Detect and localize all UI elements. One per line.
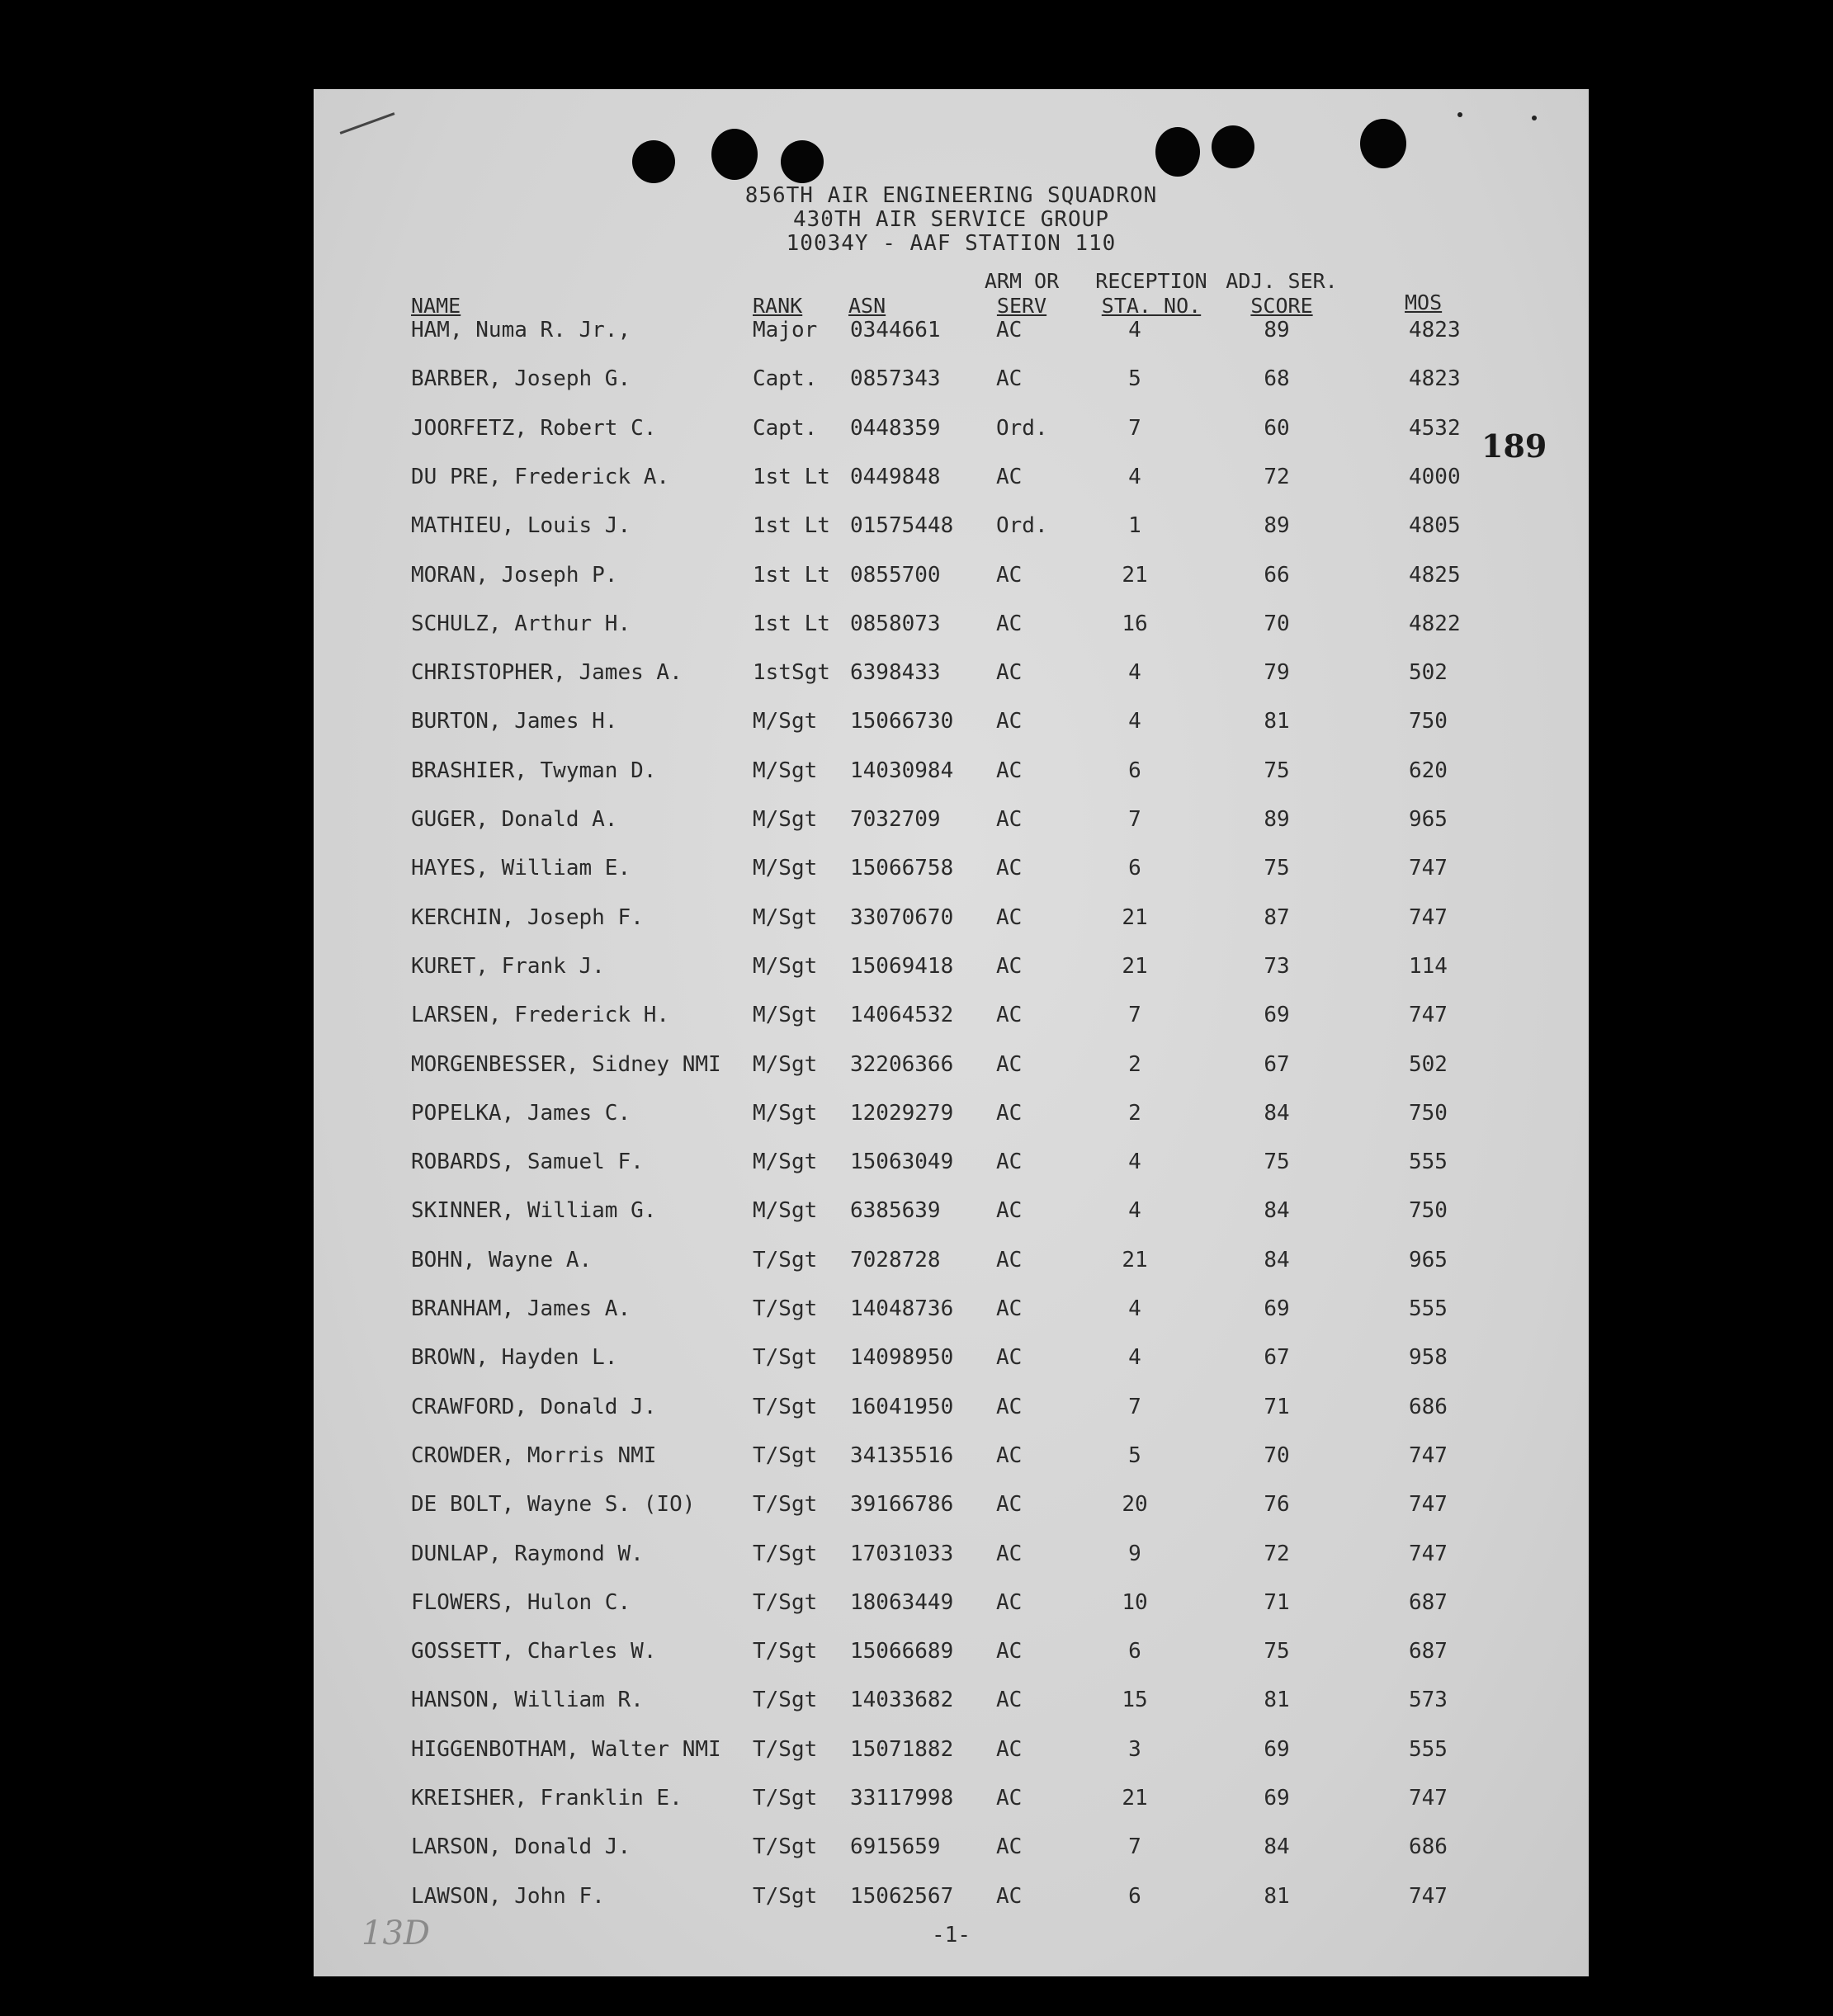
name-cell: DU PRE, Frederick A. — [411, 464, 670, 489]
name-cell: SKINNER, William G. — [411, 1198, 657, 1224]
asn-cell: 0855700 — [850, 562, 941, 588]
station-cell: 20 — [1122, 1492, 1148, 1518]
table-row — [314, 1639, 1589, 1672]
rank-cell: T/Sgt — [753, 1736, 818, 1762]
name-cell: CHRISTOPHER, James A. — [411, 660, 683, 686]
asn-cell: 14098950 — [850, 1345, 954, 1371]
score-cell: 72 — [1264, 1541, 1290, 1566]
station-cell: 7 — [1128, 1834, 1141, 1860]
arm-cell: AC — [996, 1051, 1023, 1077]
score-cell: 79 — [1264, 660, 1290, 686]
asn-cell: 0448359 — [850, 415, 941, 441]
arm-cell: AC — [996, 1247, 1023, 1272]
score-cell: 67 — [1264, 1345, 1290, 1371]
name-cell: DUNLAP, Raymond W. — [411, 1541, 644, 1566]
station-cell: 4 — [1128, 1150, 1141, 1175]
score-cell: 81 — [1264, 709, 1290, 734]
name-cell: POPELKA, James C. — [411, 1100, 631, 1126]
table-row — [314, 563, 1589, 596]
arm-cell: AC — [996, 856, 1023, 881]
arm-cell: AC — [996, 1834, 1023, 1860]
score-cell: 84 — [1264, 1198, 1290, 1224]
name-cell: DE BOLT, Wayne S. (IO) — [411, 1492, 696, 1518]
arm-cell: AC — [996, 1394, 1023, 1419]
name-cell: BOHN, Wayne A. — [411, 1247, 593, 1272]
rank-cell: 1stSgt — [753, 660, 830, 686]
arm-cell: AC — [996, 709, 1023, 734]
score-cell: 75 — [1264, 1639, 1290, 1664]
col-head-mos — [1405, 290, 1442, 315]
name-cell: BURTON, James H. — [411, 709, 618, 734]
station-cell: 21 — [1122, 562, 1148, 588]
station-cell: 4 — [1128, 318, 1141, 342]
station-cell: 4 — [1128, 1198, 1141, 1224]
table-row — [314, 1492, 1589, 1525]
arm-cell: Ord. — [996, 415, 1048, 441]
station-cell: 4 — [1128, 464, 1141, 489]
arm-cell: AC — [996, 1883, 1023, 1909]
arm-cell: AC — [996, 562, 1023, 588]
rank-cell: T/Sgt — [753, 1883, 818, 1909]
asn-cell: 0344661 — [850, 318, 941, 342]
arm-cell: AC — [996, 611, 1023, 636]
punch-hole — [1212, 125, 1254, 168]
asn-cell: 14048736 — [850, 1296, 954, 1321]
asn-cell: 15071882 — [850, 1736, 954, 1762]
mos-cell: 4823 — [1409, 318, 1461, 342]
name-cell: LARSEN, Frederick H. — [411, 1003, 670, 1028]
arm-cell: AC — [996, 318, 1023, 342]
pencil-note: 13D — [361, 1914, 430, 1952]
score-cell: 84 — [1264, 1247, 1290, 1272]
mos-cell: 686 — [1409, 1834, 1448, 1860]
score-cell: 69 — [1264, 1296, 1290, 1321]
table-row — [314, 1150, 1589, 1183]
name-cell: CRAWFORD, Donald J. — [411, 1394, 657, 1419]
rank-cell: T/Sgt — [753, 1442, 818, 1468]
rank-cell: Major — [753, 318, 818, 342]
station-cell: 4 — [1128, 1345, 1141, 1371]
asn-cell: 12029279 — [850, 1100, 954, 1126]
name-cell: BRASHIER, Twyman D. — [411, 758, 657, 783]
name-cell: HIGGENBOTHAM, Walter NMI — [411, 1736, 721, 1762]
score-cell: 89 — [1264, 513, 1290, 539]
rank-cell: T/Sgt — [753, 1492, 818, 1518]
arm-cell: AC — [996, 1150, 1023, 1175]
stamp-number: 189 — [1481, 427, 1547, 465]
mos-cell: 4822 — [1409, 611, 1461, 636]
station-cell: 5 — [1128, 1442, 1141, 1468]
table-row — [314, 758, 1589, 791]
name-cell: MATHIEU, Louis J. — [411, 513, 631, 539]
station-cell: 7 — [1128, 1003, 1141, 1028]
mos-cell: 4825 — [1409, 562, 1461, 588]
station-cell: 15 — [1122, 1688, 1148, 1713]
table-row — [314, 318, 1589, 351]
score-cell: 81 — [1264, 1883, 1290, 1909]
station-cell: 21 — [1122, 953, 1148, 979]
asn-cell: 0449848 — [850, 464, 941, 489]
arm-cell: AC — [996, 1442, 1023, 1468]
col-head-name — [411, 294, 461, 319]
mos-cell: 573 — [1409, 1688, 1448, 1713]
mos-cell: 687 — [1409, 1589, 1448, 1615]
score-cell: 81 — [1264, 1688, 1290, 1713]
station-cell: 9 — [1128, 1541, 1141, 1566]
station-cell: 3 — [1128, 1736, 1141, 1762]
arm-cell: AC — [996, 1688, 1023, 1713]
station-cell: 7 — [1128, 1394, 1141, 1419]
rank-cell: T/Sgt — [753, 1639, 818, 1664]
table-row — [314, 1395, 1589, 1428]
table-row — [314, 1296, 1589, 1329]
mos-cell: 747 — [1409, 1786, 1448, 1811]
speck-mark — [1457, 112, 1462, 117]
station-cell: 10 — [1122, 1589, 1148, 1615]
rank-cell: T/Sgt — [753, 1247, 818, 1272]
mos-cell: 747 — [1409, 1442, 1448, 1468]
station-cell: 6 — [1128, 1883, 1141, 1909]
rank-cell: M/Sgt — [753, 1198, 818, 1224]
name-cell: HAM, Numa R. Jr., — [411, 318, 631, 342]
rank-cell: T/Sgt — [753, 1345, 818, 1371]
arm-cell: AC — [996, 464, 1023, 489]
arm-cell: AC — [996, 953, 1023, 979]
name-cell: MORAN, Joseph P. — [411, 562, 618, 588]
rank-cell: M/Sgt — [753, 953, 818, 979]
mos-cell: 750 — [1409, 1100, 1448, 1126]
speck-mark — [1532, 116, 1537, 120]
station-cell: 6 — [1128, 1639, 1141, 1664]
asn-cell: 6398433 — [850, 660, 941, 686]
table-row — [314, 465, 1589, 498]
score-cell: 69 — [1264, 1736, 1290, 1762]
punch-hole — [1360, 119, 1406, 168]
mos-cell: 750 — [1409, 1198, 1448, 1224]
page-number: -1- — [932, 1923, 971, 1948]
mos-cell: 747 — [1409, 1003, 1448, 1028]
mos-cell: 965 — [1409, 1247, 1448, 1272]
name-cell: CROWDER, Morris NMI — [411, 1442, 657, 1468]
station-cell: 5 — [1128, 366, 1141, 392]
table-row — [314, 905, 1589, 938]
mos-cell: 4000 — [1409, 464, 1461, 489]
name-cell: KURET, Frank J. — [411, 953, 605, 979]
col-head-score-top: ADJ. SER. — [1226, 269, 1338, 293]
name-cell: LAWSON, John F. — [411, 1883, 605, 1909]
table-row — [314, 611, 1589, 644]
name-cell: HAYES, William E. — [411, 856, 631, 881]
mos-cell: 114 — [1409, 953, 1448, 979]
arm-cell: AC — [996, 366, 1023, 392]
table-row — [314, 660, 1589, 693]
table-row — [314, 1542, 1589, 1575]
group-title: 430TH AIR SERVICE GROUP — [792, 207, 1110, 232]
rank-cell: M/Sgt — [753, 709, 818, 734]
station-cell: 4 — [1128, 1296, 1141, 1321]
name-cell: KREISHER, Franklin E. — [411, 1786, 683, 1811]
station-cell: 1 — [1128, 513, 1141, 539]
table-row — [314, 1101, 1589, 1134]
score-cell: 75 — [1264, 856, 1290, 881]
arm-cell: AC — [996, 904, 1023, 930]
name-cell: GUGER, Donald A. — [411, 807, 618, 832]
asn-cell: 0857343 — [850, 366, 941, 392]
name-cell: FLOWERS, Hulon C. — [411, 1589, 631, 1615]
rank-cell: 1st Lt — [753, 464, 830, 489]
rank-cell: M/Sgt — [753, 807, 818, 832]
table-row — [314, 1248, 1589, 1281]
rank-cell: T/Sgt — [753, 1296, 818, 1321]
rank-cell: M/Sgt — [753, 1100, 818, 1126]
rank-cell: T/Sgt — [753, 1394, 818, 1419]
score-cell: 75 — [1264, 758, 1290, 783]
table-row — [314, 1688, 1589, 1721]
asn-cell: 7028728 — [850, 1247, 941, 1272]
rank-cell: M/Sgt — [753, 904, 818, 930]
asn-cell: 33070670 — [850, 904, 954, 930]
arm-cell: AC — [996, 1589, 1023, 1615]
score-cell: 68 — [1264, 366, 1290, 392]
rank-cell: T/Sgt — [753, 1834, 818, 1860]
name-cell: SCHULZ, Arthur H. — [411, 611, 631, 636]
table-row — [314, 1198, 1589, 1231]
score-cell: 66 — [1264, 562, 1290, 588]
rank-cell: T/Sgt — [753, 1786, 818, 1811]
score-cell: 60 — [1264, 415, 1290, 441]
mos-cell: 958 — [1409, 1345, 1448, 1371]
col-head-score — [1220, 269, 1344, 319]
score-cell: 75 — [1264, 1150, 1290, 1175]
station-cell: 16 — [1122, 611, 1148, 636]
table-row — [314, 1443, 1589, 1476]
table-row — [314, 1834, 1589, 1867]
table-row — [314, 807, 1589, 840]
station-cell: 2 — [1128, 1100, 1141, 1126]
rank-cell: M/Sgt — [753, 758, 818, 783]
col-head-mos-label: MOS — [1405, 290, 1443, 314]
station-title: 10034Y - AAF STATION 110 — [786, 231, 1117, 256]
punch-hole — [632, 140, 675, 183]
rank-cell: M/Sgt — [753, 1051, 818, 1077]
station-cell: 21 — [1122, 904, 1148, 930]
name-cell: MORGENBESSER, Sidney NMI — [411, 1051, 721, 1077]
score-cell: 71 — [1264, 1394, 1290, 1419]
asn-cell: 6915659 — [850, 1834, 941, 1860]
score-cell: 84 — [1264, 1834, 1290, 1860]
score-cell: 67 — [1264, 1051, 1290, 1077]
station-cell: 21 — [1122, 1786, 1148, 1811]
unit-title: 856TH AIR ENGINEERING SQUADRON — [744, 183, 1158, 208]
arm-cell: AC — [996, 1345, 1023, 1371]
arm-cell: Ord. — [996, 513, 1048, 539]
punch-hole — [1155, 127, 1200, 177]
score-cell: 70 — [1264, 1442, 1290, 1468]
arm-cell: AC — [996, 1639, 1023, 1664]
document-page — [314, 89, 1589, 1976]
score-cell: 72 — [1264, 464, 1290, 489]
name-cell: BRANHAM, James A. — [411, 1296, 631, 1321]
score-cell: 69 — [1264, 1786, 1290, 1811]
col-head-station-top: RECEPTION — [1095, 269, 1207, 293]
table-row — [314, 416, 1589, 449]
arm-cell: AC — [996, 1786, 1023, 1811]
table-row — [314, 1003, 1589, 1036]
score-cell: 73 — [1264, 953, 1290, 979]
mos-cell: 965 — [1409, 807, 1448, 832]
arm-cell: AC — [996, 758, 1023, 783]
col-head-arm-bottom: SERV — [996, 294, 1047, 318]
rank-cell: T/Sgt — [753, 1688, 818, 1713]
rank-cell: M/Sgt — [753, 1150, 818, 1175]
arm-cell: AC — [996, 1541, 1023, 1566]
table-row — [314, 1737, 1589, 1770]
mos-cell: 4532 — [1409, 415, 1461, 441]
mos-cell: 750 — [1409, 709, 1448, 734]
asn-cell: 14064532 — [850, 1003, 954, 1028]
mos-cell: 747 — [1409, 1883, 1448, 1909]
col-head-rank-label: RANK — [753, 294, 803, 318]
asn-cell: 15063049 — [850, 1150, 954, 1175]
mos-cell: 620 — [1409, 758, 1448, 783]
col-head-arm — [980, 269, 1063, 319]
asn-cell: 15066758 — [850, 856, 954, 881]
asn-cell: 01575448 — [850, 513, 954, 539]
score-cell: 69 — [1264, 1003, 1290, 1028]
name-cell: GOSSETT, Charles W. — [411, 1639, 657, 1664]
col-head-asn-label: ASN — [848, 294, 886, 318]
scratch-mark — [340, 112, 395, 135]
asn-cell: 33117998 — [850, 1786, 954, 1811]
col-head-asn — [848, 294, 886, 319]
col-head-rank — [753, 294, 802, 319]
asn-cell: 14033682 — [850, 1688, 954, 1713]
mos-cell: 555 — [1409, 1296, 1448, 1321]
asn-cell: 16041950 — [850, 1394, 954, 1419]
arm-cell: AC — [996, 807, 1023, 832]
rank-cell: 1st Lt — [753, 513, 830, 539]
score-cell: 87 — [1264, 904, 1290, 930]
col-head-name-label: NAME — [411, 294, 461, 318]
table-row — [314, 1345, 1589, 1378]
punch-hole — [711, 129, 758, 180]
col-head-score-bottom: SCORE — [1250, 294, 1313, 318]
mos-cell: 502 — [1409, 660, 1448, 686]
mos-cell: 686 — [1409, 1394, 1448, 1419]
station-cell: 2 — [1128, 1051, 1141, 1077]
asn-cell: 15066689 — [850, 1639, 954, 1664]
col-head-station-bottom: STA. NO. — [1101, 294, 1202, 318]
mos-cell: 502 — [1409, 1051, 1448, 1077]
asn-cell: 34135516 — [850, 1442, 954, 1468]
mos-cell: 747 — [1409, 904, 1448, 930]
arm-cell: AC — [996, 1003, 1023, 1028]
asn-cell: 15066730 — [850, 709, 954, 734]
arm-cell: AC — [996, 1100, 1023, 1126]
table-row — [314, 1884, 1589, 1917]
name-cell: JOORFETZ, Robert C. — [411, 415, 657, 441]
station-cell: 6 — [1128, 856, 1141, 881]
mos-cell: 747 — [1409, 1492, 1448, 1518]
asn-cell: 15069418 — [850, 953, 954, 979]
rank-cell: T/Sgt — [753, 1541, 818, 1566]
name-cell: KERCHIN, Joseph F. — [411, 904, 644, 930]
table-row — [314, 366, 1589, 399]
mos-cell: 747 — [1409, 856, 1448, 881]
rank-cell: 1st Lt — [753, 611, 830, 636]
asn-cell: 0858073 — [850, 611, 941, 636]
rank-cell: Capt. — [753, 415, 818, 441]
mos-cell: 555 — [1409, 1150, 1448, 1175]
name-cell: BROWN, Hayden L. — [411, 1345, 618, 1371]
asn-cell: 32206366 — [850, 1051, 954, 1077]
asn-cell: 7032709 — [850, 807, 941, 832]
name-cell: BARBER, Joseph G. — [411, 366, 631, 392]
rank-cell: T/Sgt — [753, 1589, 818, 1615]
station-cell: 6 — [1128, 758, 1141, 783]
rank-cell: M/Sgt — [753, 1003, 818, 1028]
table-row — [314, 856, 1589, 889]
arm-cell: AC — [996, 1198, 1023, 1224]
score-cell: 84 — [1264, 1100, 1290, 1126]
mos-cell: 4823 — [1409, 366, 1461, 392]
mos-cell: 555 — [1409, 1736, 1448, 1762]
station-cell: 4 — [1128, 660, 1141, 686]
name-cell: HANSON, William R. — [411, 1688, 644, 1713]
asn-cell: 15062567 — [850, 1883, 954, 1909]
score-cell: 76 — [1264, 1492, 1290, 1518]
station-cell: 4 — [1128, 709, 1141, 734]
arm-cell: AC — [996, 1492, 1023, 1518]
score-cell: 70 — [1264, 611, 1290, 636]
arm-cell: AC — [996, 660, 1023, 686]
station-cell: 21 — [1122, 1247, 1148, 1272]
mos-cell: 4805 — [1409, 513, 1461, 539]
col-head-arm-top: ARM OR — [984, 269, 1060, 293]
mos-cell: 687 — [1409, 1639, 1448, 1664]
punch-hole — [781, 140, 824, 183]
asn-cell: 39166786 — [850, 1492, 954, 1518]
asn-cell: 6385639 — [850, 1198, 941, 1224]
rank-cell: M/Sgt — [753, 856, 818, 881]
table-row — [314, 1590, 1589, 1623]
table-row — [314, 1786, 1589, 1819]
mos-cell: 747 — [1409, 1541, 1448, 1566]
table-row — [314, 709, 1589, 742]
col-head-station — [1085, 269, 1217, 319]
name-cell: LARSON, Donald J. — [411, 1834, 631, 1860]
arm-cell: AC — [996, 1736, 1023, 1762]
station-cell: 7 — [1128, 415, 1141, 441]
score-cell: 89 — [1264, 807, 1290, 832]
asn-cell: 17031033 — [850, 1541, 954, 1566]
asn-cell: 14030984 — [850, 758, 954, 783]
rank-cell: 1st Lt — [753, 562, 830, 588]
station-cell: 7 — [1128, 807, 1141, 832]
table-row — [314, 1052, 1589, 1085]
score-cell: 71 — [1264, 1589, 1290, 1615]
score-cell: 89 — [1264, 318, 1290, 342]
asn-cell: 18063449 — [850, 1589, 954, 1615]
arm-cell: AC — [996, 1296, 1023, 1321]
name-cell: ROBARDS, Samuel F. — [411, 1150, 644, 1175]
table-row — [314, 513, 1589, 546]
table-row — [314, 954, 1589, 987]
rank-cell: Capt. — [753, 366, 818, 392]
